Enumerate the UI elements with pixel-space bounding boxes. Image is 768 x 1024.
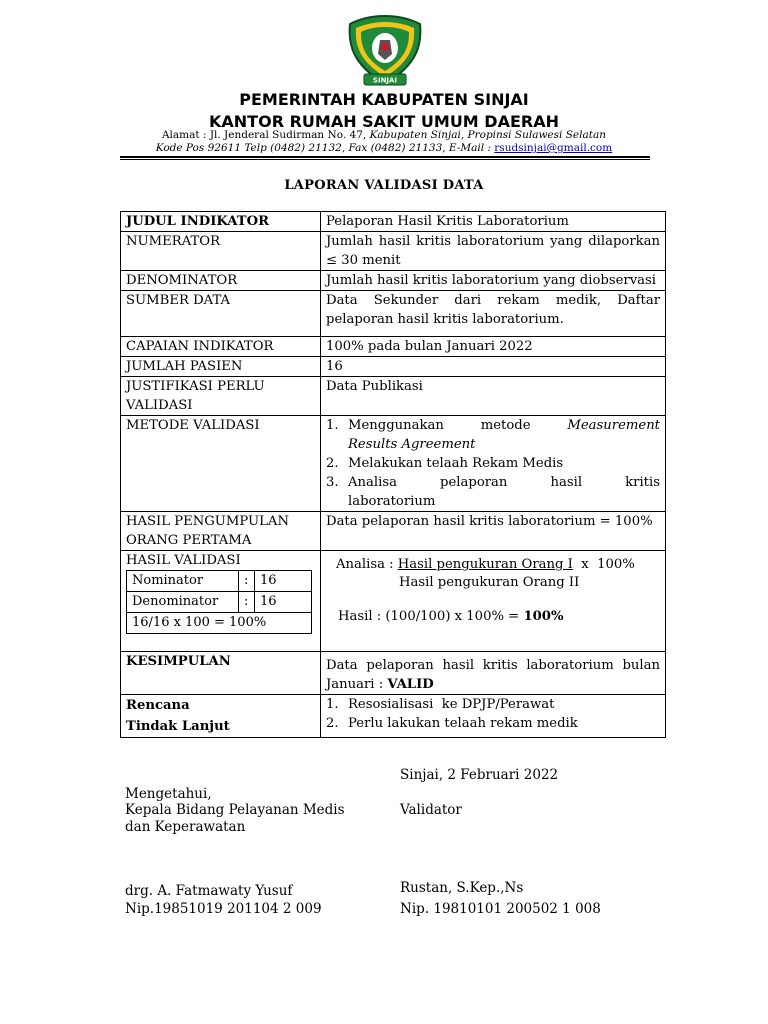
email-link[interactable]: rsudsinjai@gmail.com	[494, 142, 613, 154]
address-line-2: Kode Pos 92611 Telp (0482) 21132, Fax (0482) 21133, E-Mail : rsudsinjai@gmail.com	[155, 142, 613, 154]
row-label-rencana: Rencana Tindak Lanjut	[121, 695, 321, 738]
analysis-denominator: Hasil pengukuran Orang II	[399, 575, 580, 590]
table-row	[121, 212, 666, 232]
calc-result: 16/16 x 100 = 100%	[127, 613, 312, 634]
row-label-jumlah: JUMLAH PASIEN	[121, 357, 321, 377]
left-signatory-role-2: dan Keperawatan	[125, 819, 246, 835]
left-signatory-name: drg. A. Fatmawaty Yusuf	[125, 883, 293, 899]
row-value-justifikasi: Data Publikasi	[321, 377, 666, 416]
denominator-colon: :	[239, 592, 255, 613]
row-value-sumber: Data Sekunder dari rekam medik, Daftar pelaporan hasil kritis laboratorium.	[321, 291, 666, 337]
list-item: 1. Resosialisasi ke DPJP/Perawat	[326, 697, 555, 712]
row-value-metode	[321, 416, 666, 512]
row-label-hasil-pengumpulan: HASIL PENGUMPULAN ORANG PERTAMA	[121, 512, 321, 551]
row-label-hasil-validasi	[121, 551, 321, 652]
follow-up-list	[326, 695, 660, 733]
table-row	[121, 551, 666, 652]
validation-table	[120, 211, 666, 738]
office-name: KANTOR RUMAH SAKIT UMUM DAERAH	[209, 112, 559, 131]
header-divider-thin	[120, 159, 650, 160]
row-label-numerator: NUMERATOR	[121, 232, 321, 271]
right-signatory-nip: Nip. 19810101 200502 1 008	[400, 901, 601, 917]
validation-counts-table	[126, 570, 312, 634]
row-label-justifikasi: JUSTIFIKASI PERLU VALIDASI	[121, 377, 321, 416]
row-value-jumlah: 16	[321, 357, 666, 377]
table-row	[121, 512, 666, 551]
result-line: Hasil : (100/100) x 100% = 100%	[338, 609, 564, 624]
header-divider	[120, 156, 650, 158]
table-row	[121, 232, 666, 271]
nominator-colon: :	[239, 571, 255, 592]
denominator-label: Denominator	[127, 592, 239, 613]
row-value-numerator: Jumlah hasil kritis laboratorium yang dilaporkan ≤ 30 menit	[321, 232, 666, 271]
table-row	[121, 652, 666, 695]
table-row	[121, 291, 666, 337]
regency-logo	[340, 14, 430, 90]
right-signatory-name: Rustan, S.Kep.,Ns	[400, 880, 524, 896]
table-row	[121, 416, 666, 512]
row-label-denominator: DENOMINATOR	[121, 271, 321, 291]
place-date: Sinjai, 2 Februari 2022	[400, 767, 559, 783]
row-value-rencana	[321, 695, 666, 738]
logo-text: SINJAI	[372, 76, 398, 85]
right-signatory-role: Validator	[400, 802, 462, 818]
nominator-label: Nominator	[127, 571, 239, 592]
list-item: 2. Perlu lakukan telaah rekam medik	[326, 716, 578, 731]
method-list	[326, 416, 660, 511]
row-value-hasil-validasi	[321, 551, 666, 652]
government-name: PEMERINTAH KABUPATEN SINJAI	[239, 90, 529, 109]
table-row	[121, 695, 666, 738]
row-value-kesimpulan: Data pelaporan hasil kritis laboratorium bulan Januari : VALID	[321, 652, 666, 695]
analysis-line: Analisa : Hasil pengukuran Orang I x 100%	[336, 557, 635, 572]
row-value-capaian: 100% pada bulan Januari 2022	[321, 337, 666, 357]
hasil-validasi-label: HASIL VALIDASI	[126, 553, 241, 568]
row-value-hasil-pengumpulan: Data pelaporan hasil kritis laboratorium = 100%	[321, 512, 666, 551]
row-label-metode: METODE VALIDASI	[121, 416, 321, 512]
denominator-value: 16	[255, 592, 312, 613]
list-item: 1. Menggunakan metode Measurement Results Agreement	[326, 418, 660, 452]
row-label-sumber: SUMBER DATA	[121, 291, 321, 337]
left-signatory-role-1: Kepala Bidang Pelayanan Medis	[125, 802, 345, 818]
row-label-judul: JUDUL INDIKATOR	[121, 212, 321, 232]
table-row	[121, 337, 666, 357]
table-row	[121, 271, 666, 291]
left-signatory-nip: Nip.19851019 201104 2 009	[125, 901, 322, 917]
list-item: 2. Melakukan telaah Rekam Medis	[326, 456, 564, 471]
document-title: LAPORAN VALIDASI DATA	[284, 178, 484, 193]
row-label-capaian: CAPAIAN INDIKATOR	[121, 337, 321, 357]
row-value-denominator: Jumlah hasil kritis laboratorium yang diobservasi	[321, 271, 666, 291]
list-item: 3. Analisa pelaporan hasil kritis laboratorium	[326, 475, 660, 509]
table-row	[121, 377, 666, 416]
row-label-kesimpulan: KESIMPULAN	[121, 652, 321, 695]
row-value-judul: Pelaporan Hasil Kritis Laboratorium	[321, 212, 666, 232]
analysis-formula	[326, 551, 660, 651]
address-line-1: Alamat : Jl. Jenderal Sudirman No. 47, Kabupaten Sinjai, Propinsi Sulawesi Selatan	[161, 129, 607, 141]
acknowledged-heading: Mengetahui,	[125, 786, 212, 802]
table-row	[121, 357, 666, 377]
nominator-value: 16	[255, 571, 312, 592]
